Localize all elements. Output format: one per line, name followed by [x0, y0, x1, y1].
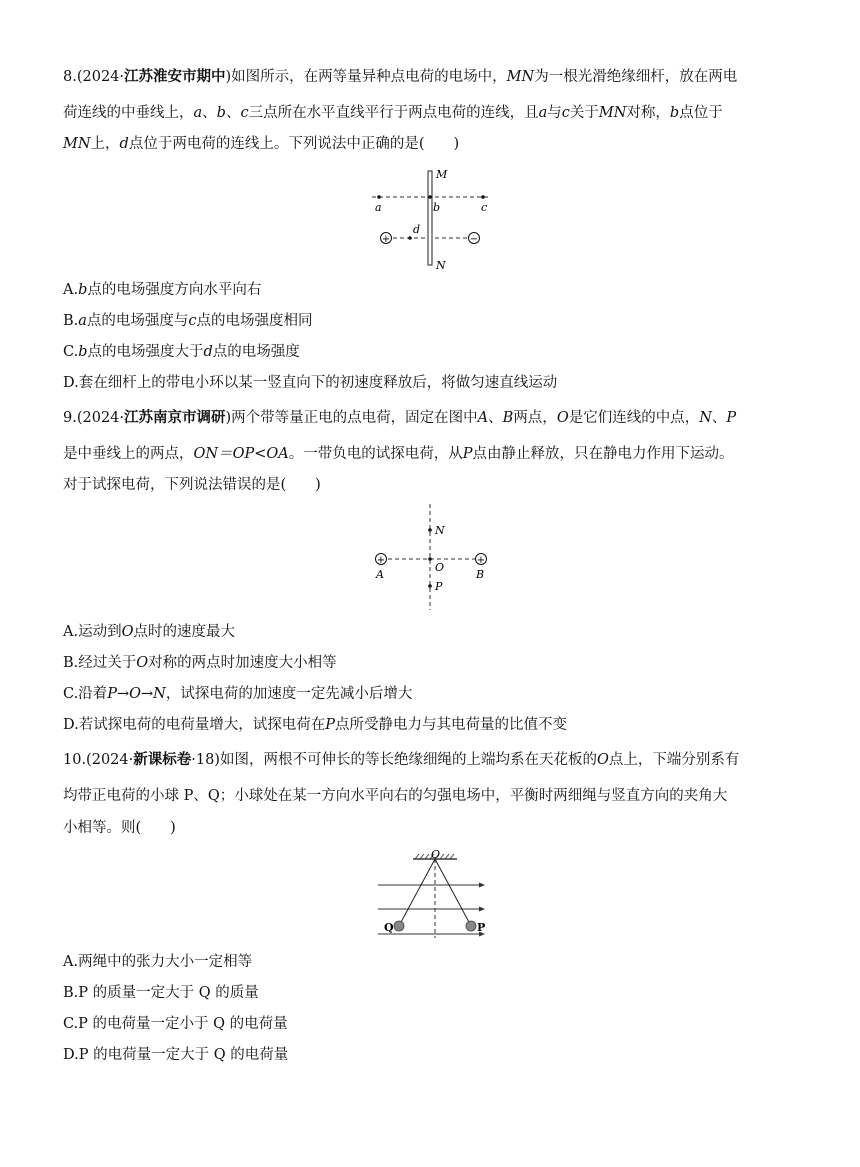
q8-option-a: A.b点的电场强度方向水平向右: [63, 282, 262, 298]
q9-label-N: N: [435, 524, 445, 537]
q9-point-O: [428, 557, 432, 561]
q8-label-d: d: [413, 223, 421, 236]
q10-label-O: O: [431, 848, 441, 861]
q9-option-d: D.若试探电荷的电荷量增大，试探电荷在P点所受静电力与其电荷量的比值不变: [63, 717, 567, 733]
q9-stem-line-3: 对于试探电荷，下列说法错误的是( ): [63, 477, 321, 493]
q8-label-N: N: [436, 259, 446, 272]
q8-label-a: a: [375, 201, 382, 214]
q10-field-arrow-1: [479, 883, 485, 888]
q10-string-P: [435, 859, 470, 924]
q8-stem-line-2: 荷连线的中垂线上，a、b、c三点所在水平直线平行于两点电荷的连线，且a与c关于MN对称，b点位于: [63, 105, 723, 121]
q8-figure: [360, 165, 500, 275]
q8-label-M: M: [436, 168, 448, 181]
q8-option-d: D.套在细杆上的带电小环以某一竖直向下的初速度释放后，将做匀速直线运动: [63, 375, 558, 391]
q10-option-b: B.P 的质量一定大于 Q 的质量: [63, 985, 259, 1001]
q10-field-arrow-2: [479, 907, 485, 912]
q10-figure: [375, 848, 490, 940]
q10-stem-line-1: 10.(2024·新课标卷·18)如图，两根不可伸长的等长绝缘细绳的上端均系在天花板的O点上，下端分别系有: [63, 751, 740, 768]
q8-point-c: [481, 195, 485, 199]
q10-ball-Q: [394, 921, 404, 931]
q8-positive-sign: +: [381, 234, 391, 245]
q8-negative-sign: −: [469, 234, 479, 245]
q10-string-Q: [400, 859, 435, 924]
q9-stem-line-1: 9.(2024·江苏南京市调研)两个带等量正电的点电荷，固定在图中A、B两点，O是它们连线的中点，N、P: [63, 409, 737, 426]
q8-option-b: B.a点的电场强度与c点的电场强度相同: [63, 313, 313, 329]
q9-label-B: B: [476, 568, 485, 581]
q8-point-a: [377, 195, 381, 199]
q8-point-d: [408, 236, 412, 240]
q10-label-Q: Q: [384, 921, 394, 934]
q8-label-c: c: [481, 201, 488, 214]
q8-stem-line-1: 8.(2024·江苏淮安市期中)如图所示，在两等量异种点电荷的电场中，MN为一根光滑绝缘细杆，放在两电: [63, 68, 738, 85]
q8-label-b: b: [433, 201, 441, 214]
q10-option-d: D.P 的电荷量一定大于 Q 的电荷量: [63, 1047, 289, 1063]
q10-option-a: A.两绳中的张力大小一定相等: [63, 954, 253, 970]
q8-stem-line-3: MN上，d点位于两电荷的连线上。下列说法中正确的是( ): [63, 136, 460, 152]
q8-point-b: [428, 195, 432, 199]
q10-label-P: P: [477, 921, 486, 934]
q9-option-b: B.经过关于O对称的两点时加速度大小相等: [63, 655, 337, 671]
q10-stem-line-3: 小相等。则( ): [63, 820, 176, 836]
q8-rod-mn: [428, 171, 432, 265]
q9-label-O: O: [435, 561, 445, 574]
q9-point-P: [428, 584, 432, 588]
q9-label-P: P: [435, 580, 443, 593]
q9-option-c: C.沿着P→O→N，试探电荷的加速度一定先减小后增大: [63, 686, 413, 702]
q9-figure: [365, 502, 495, 614]
q10-ball-P: [466, 921, 476, 931]
q9-charge-A-sign: +: [376, 555, 386, 566]
q9-point-N: [428, 528, 432, 532]
q9-charge-B-sign: +: [476, 555, 486, 566]
q10-option-c: C.P 的电荷量一定小于 Q 的电荷量: [63, 1016, 288, 1032]
q9-label-A: A: [376, 568, 384, 581]
q9-stem-line-2: 是中垂线上的两点，ON＝OP<OA。一带负电的试探电荷，从P点由静止释放，只在静电力作用下运动。: [63, 446, 734, 462]
q9-option-a: A.运动到O点时的速度最大: [63, 624, 235, 640]
q10-stem-line-2: 均带正电荷的小球 P、Q；小球处在某一方向水平向右的匀强电场中，平衡时两细绳与竖直方向的夹角大: [63, 788, 728, 804]
q8-option-c: C.b点的电场强度大于d点的电场强度: [63, 344, 300, 360]
